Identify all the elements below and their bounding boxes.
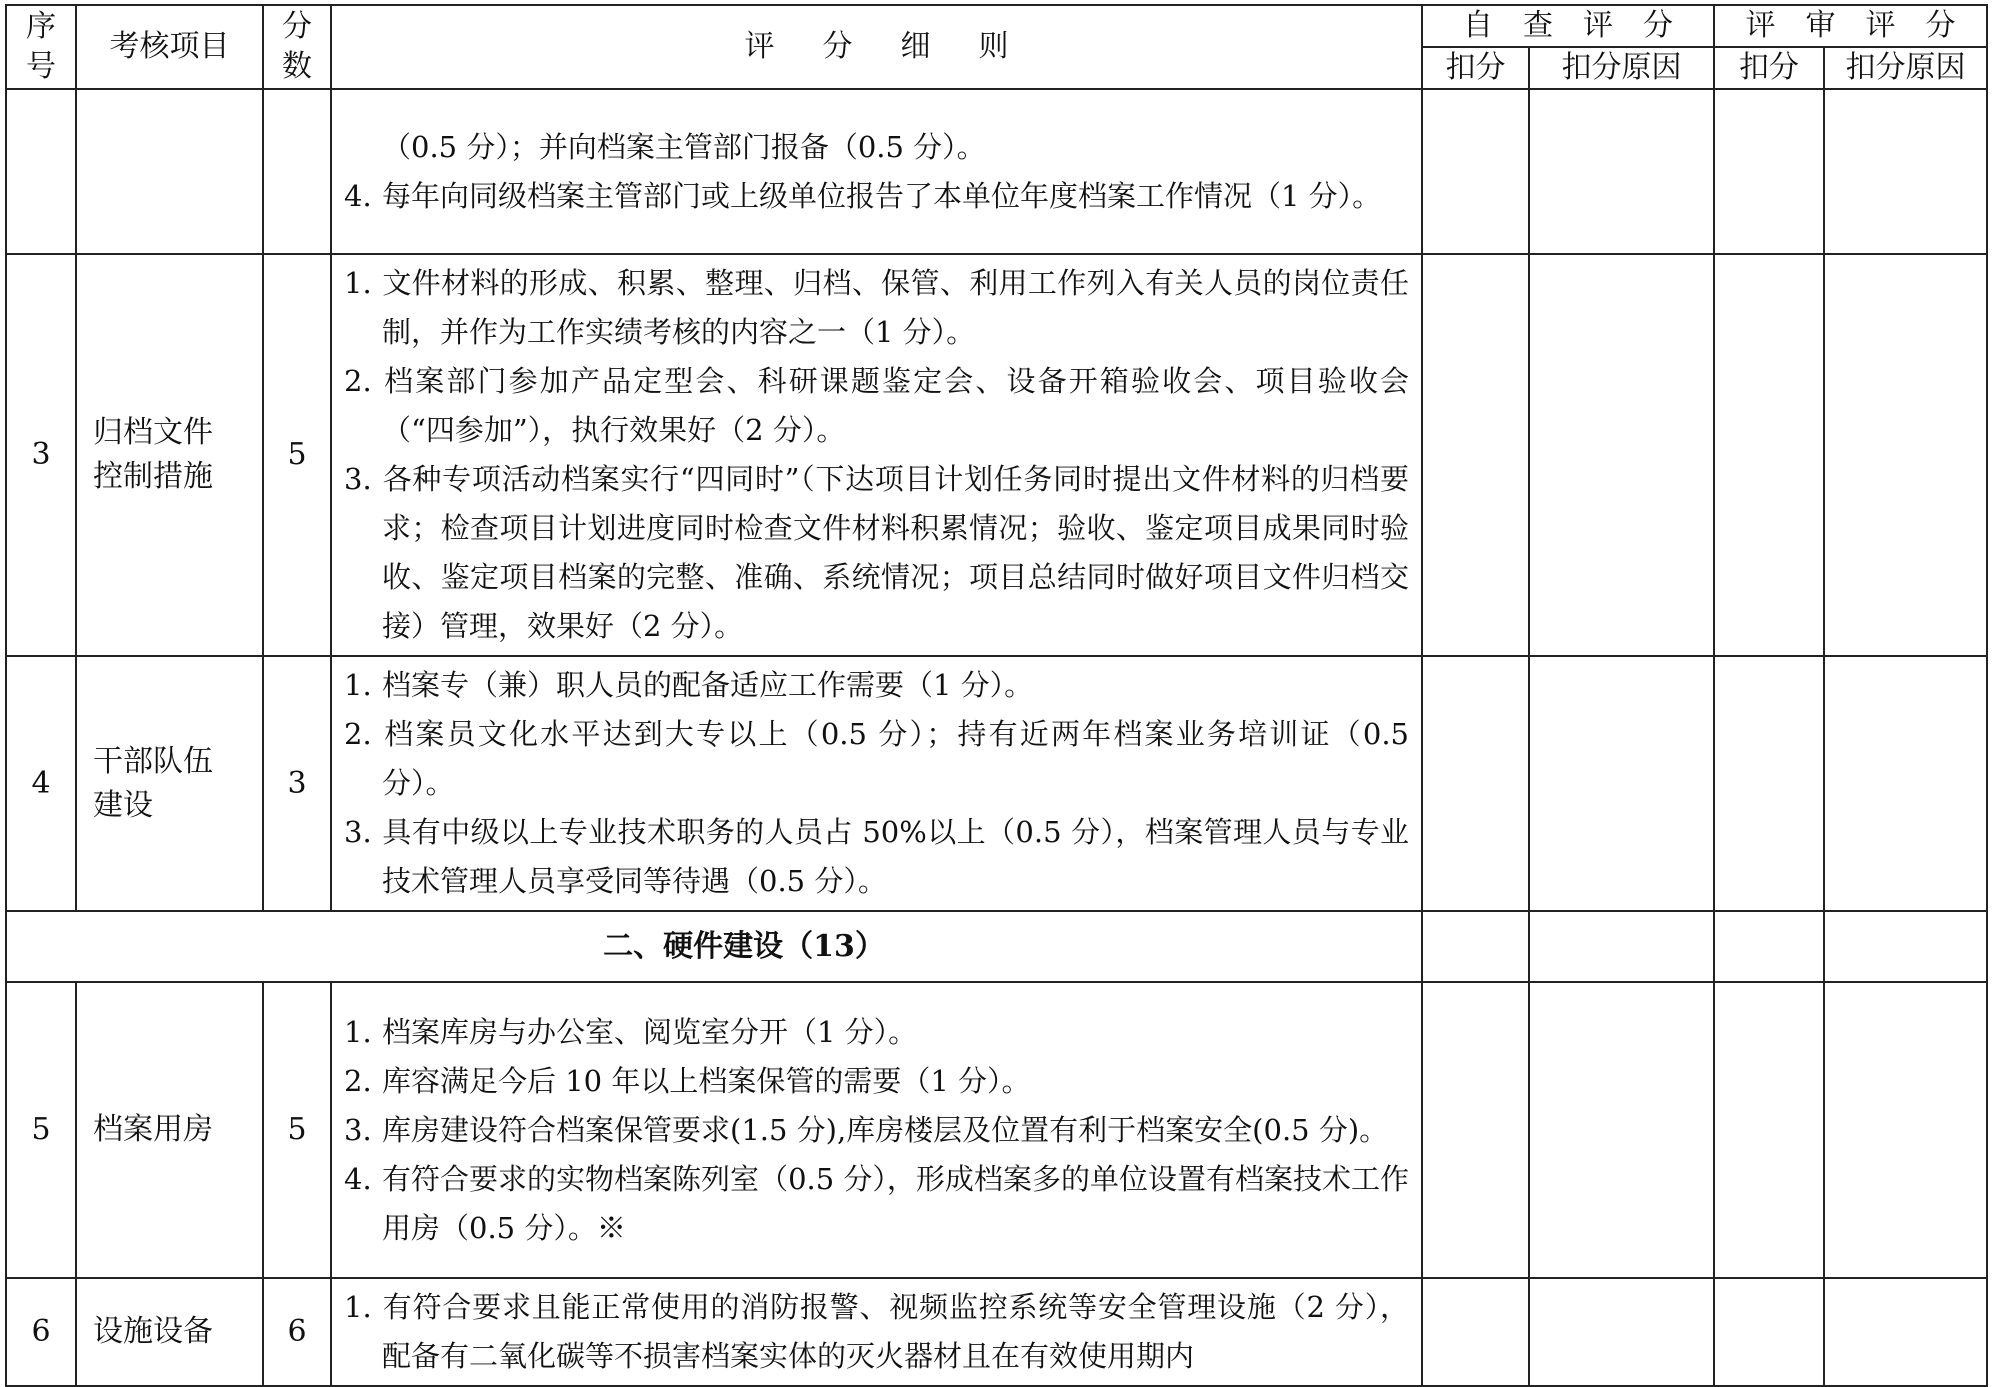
self-deduct-cell[interactable]	[1422, 911, 1529, 982]
rule-number: 4.	[344, 178, 372, 213]
row-score: 5	[263, 254, 331, 656]
table-row	[6, 982, 1987, 1278]
row-seq: 3	[6, 254, 76, 656]
row-score: 5	[263, 982, 331, 1278]
header-self-deduct-reason: 扣分原因	[1529, 47, 1714, 89]
rule-number: 2.	[344, 1063, 372, 1098]
row-item	[76, 1278, 263, 1386]
row-item	[76, 89, 263, 254]
header-score	[263, 5, 331, 89]
row-seq	[6, 89, 76, 254]
row-item-line: 干部队伍	[93, 743, 213, 779]
review-deduct-cell[interactable]	[1714, 89, 1824, 254]
row-seq: 5	[6, 982, 76, 1278]
review-deduct-cell[interactable]	[1714, 911, 1824, 982]
header-item: 考核项目	[76, 5, 263, 89]
row-score	[263, 89, 331, 254]
header-self-check: 自查评分	[1422, 5, 1714, 47]
row-item	[76, 982, 263, 1278]
self-deduct-reason-cell[interactable]	[1529, 89, 1714, 254]
header-self-deduct: 扣分	[1422, 47, 1529, 89]
assessment-table	[5, 4, 1988, 1387]
rule-number: 3.	[344, 462, 372, 496]
review-deduct-reason-cell[interactable]	[1824, 982, 1987, 1278]
review-deduct-cell[interactable]	[1714, 1278, 1824, 1386]
self-deduct-reason-cell[interactable]	[1529, 254, 1714, 656]
rule-text: 每年向同级档案主管部门或上级单位报告了本单位年度档案工作情况（1 分）。	[382, 178, 1382, 213]
section-row	[6, 911, 1987, 982]
header-seq-top: 序	[26, 9, 56, 44]
header-rules: 评分细则	[331, 5, 1422, 89]
rule-text: 档案专（兼）职人员的配备适应工作需要（1 分）。	[382, 668, 1034, 702]
self-deduct-reason-cell[interactable]	[1529, 1278, 1714, 1386]
rule-line	[344, 172, 1409, 221]
row-item-line: 档案用房	[93, 1112, 213, 1147]
self-deduct-cell[interactable]	[1422, 982, 1529, 1278]
rule-number: 3.	[344, 1112, 372, 1147]
rule-line	[344, 1155, 1409, 1253]
table-row	[6, 254, 1987, 656]
row-item-line: 归档文件	[93, 415, 213, 450]
rule-text: 文件材料的形成、积累、整理、归档、保管、利用工作列入有关人员的岗位责任制，并作为工作实绩考核的内容之一（1 分）。	[382, 266, 1409, 349]
review-deduct-reason-cell[interactable]	[1824, 89, 1987, 254]
review-deduct-reason-cell[interactable]	[1824, 911, 1987, 982]
rule-text: 档案部门参加产品定型会、科研课题鉴定会、设备开箱验收会、项目验收会（“四参加”），执行效果好（2 分）。	[382, 364, 1409, 447]
rule-line	[344, 259, 1409, 357]
rule-line	[344, 1283, 1409, 1381]
rule-number: 2.	[344, 717, 372, 751]
self-deduct-reason-cell[interactable]	[1529, 911, 1714, 982]
rule-line	[344, 455, 1409, 651]
review-deduct-reason-cell[interactable]	[1824, 656, 1987, 911]
rule-text: 有符合要求的实物档案陈列室（0.5 分），形成档案多的单位设置有档案技术工作用房（0.5 分）。※	[382, 1161, 1409, 1245]
row-rules	[331, 1278, 1422, 1386]
review-deduct-cell[interactable]	[1714, 254, 1824, 656]
self-deduct-cell[interactable]	[1422, 254, 1529, 656]
rule-text: 档案员文化水平达到大专以上（0.5 分）；持有近两年档案业务培训证（0.5 分）。	[382, 717, 1409, 800]
row-rules	[331, 89, 1422, 254]
rule-number: 2.	[344, 364, 372, 398]
review-deduct-cell[interactable]	[1714, 656, 1824, 911]
rule-line	[344, 1057, 1409, 1106]
self-deduct-reason-cell[interactable]	[1529, 982, 1714, 1278]
row-seq: 4	[6, 656, 76, 911]
rule-text: 具有中级以上专业技术职务的人员占 50%以上（0.5 分），档案管理人员与专业技术管理人员享受同等待遇（0.5 分）。	[382, 815, 1409, 898]
rule-number: 1.	[344, 1014, 372, 1049]
row-item-line: 控制措施	[93, 459, 213, 494]
rule-line	[344, 1106, 1409, 1155]
row-item-line: 建设	[93, 787, 153, 823]
table-row	[6, 656, 1987, 911]
row-rules	[331, 254, 1422, 656]
header-review-deduct: 扣分	[1714, 47, 1824, 89]
row-seq: 6	[6, 1278, 76, 1386]
rule-text: （0.5 分）；并向档案主管部门报备（0.5 分）。	[382, 129, 986, 164]
self-deduct-cell[interactable]	[1422, 89, 1529, 254]
rule-line	[344, 808, 1409, 906]
review-deduct-reason-cell[interactable]	[1824, 1278, 1987, 1386]
rule-number: 1.	[344, 1290, 372, 1324]
rule-text: 库容满足今后 10 年以上档案保管的需要（1 分）。	[382, 1063, 1031, 1098]
table-row	[6, 1278, 1987, 1386]
rule-number: 1.	[344, 266, 372, 300]
header-review-deduct-reason: 扣分原因	[1824, 47, 1987, 89]
self-deduct-cell[interactable]	[1422, 656, 1529, 911]
rule-line	[344, 1008, 1409, 1057]
row-item-line: 设施设备	[93, 1314, 213, 1349]
header-score-top: 分	[282, 9, 312, 44]
row-item	[76, 254, 263, 656]
row-score: 6	[263, 1278, 331, 1386]
rule-text: 有符合要求且能正常使用的消防报警、视频监控系统等安全管理设施（2 分），配备有二氧化碳等不损害档案实体的灭火器材且在有效使用期内	[382, 1290, 1409, 1373]
rule-line	[344, 710, 1409, 808]
rule-line	[344, 123, 1409, 172]
review-deduct-cell[interactable]	[1714, 982, 1824, 1278]
rule-line	[344, 357, 1409, 455]
rule-number: 4.	[344, 1161, 372, 1196]
rule-text: 档案库房与办公室、阅览室分开（1 分）。	[382, 1014, 918, 1049]
rule-text: 库房建设符合档案保管要求(1.5 分),库房楼层及位置有利于档案安全(0.5 分)。	[382, 1112, 1389, 1147]
rule-text: 各种专项活动档案实行“四同时”（下达项目计划任务同时提出文件材料的归档要求；检查项目计划进度同时检查文件材料积累情况；验收、鉴定项目成果同时验收、鉴定项目档案的完整、准确、系统情况；项目总结同时做好项目文件归档交接）管理，效果好（2 分）。	[382, 462, 1409, 643]
row-score: 3	[263, 656, 331, 911]
review-deduct-reason-cell[interactable]	[1824, 254, 1987, 656]
table-row	[6, 89, 1987, 254]
self-deduct-reason-cell[interactable]	[1529, 656, 1714, 911]
header-score-bottom: 数	[282, 49, 312, 84]
row-item	[76, 656, 263, 911]
rule-number: 3.	[344, 815, 372, 849]
rule-line	[344, 661, 1409, 710]
header-seq-bottom: 号	[26, 49, 56, 84]
header-review: 评审评分	[1714, 5, 1987, 47]
row-rules	[331, 656, 1422, 911]
row-rules	[331, 982, 1422, 1278]
section-title: 二、硬件建设（13）	[6, 911, 1422, 982]
header-seq	[6, 5, 76, 89]
self-deduct-cell[interactable]	[1422, 1278, 1529, 1386]
rule-number: 1.	[344, 668, 372, 702]
